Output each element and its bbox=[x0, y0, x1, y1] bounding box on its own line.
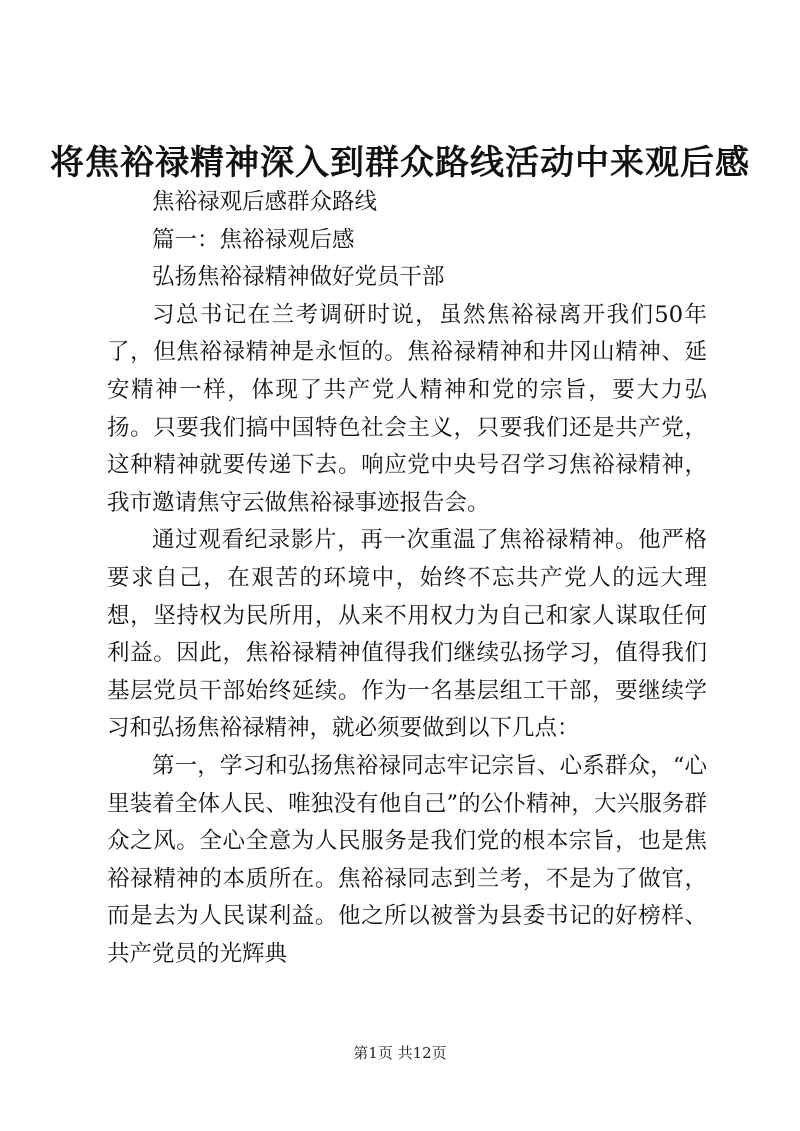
paragraph: 通过观看纪录影片，再一次重温了焦裕禄精神。他严格要求自己，在艰苦的环境中，始终不忘共产党人的远大理想，坚持权为民所用，从来不用权力为自己和家人谋取任何利益。因此，焦裕禄精神值得我们继续弘扬学习，值得我们基层党员干部始终延续。作为一名基层组工干部，要继续学习和弘扬焦裕禄精神，就必须要做到以下几点： bbox=[107, 527, 707, 742]
page-number-footer: 第1页 共12页 bbox=[353, 1044, 447, 1062]
paragraph-chapter-heading: 篇一：焦裕禄观后感 bbox=[152, 226, 355, 253]
document-title: 将焦裕禄精神深入到群众路线活动中来观后感 bbox=[50, 143, 750, 183]
paragraph-section-heading: 弘扬焦裕禄精神做好党员干部 bbox=[152, 264, 445, 291]
paragraph-subtitle: 焦裕禄观后感群众路线 bbox=[152, 189, 378, 215]
paragraph: 第一，学习和弘扬焦裕禄同志牢记宗旨、心系群众，“心里装着全体人民、唯独没有他自己”的公仆精神，大兴服务群众之风。全心全意为人民服务是我们党的根本宗旨，也是焦裕禄精神的本质所在。焦裕禄同志到兰考，不是为了做官，而是去为人民谋利益。他之所以被誉为县委书记的好榜样、共产党员的光辉典 bbox=[107, 752, 707, 967]
document-body bbox=[107, 184, 707, 973]
paragraph: 习总书记在兰考调研时说，虽然焦裕禄离开我们50年了，但焦裕禄精神是永恒的。焦裕禄精神和井冈山精神、延安精神一样，体现了共产党人精神和党的宗旨，要大力弘扬。只要我们搞中国特色社会主义，只要我们还是共产党，这种精神就要传递下去。响应党中央号召学习焦裕禄精神，我市邀请焦守云做焦裕禄事迹报告会。 bbox=[107, 301, 707, 516]
